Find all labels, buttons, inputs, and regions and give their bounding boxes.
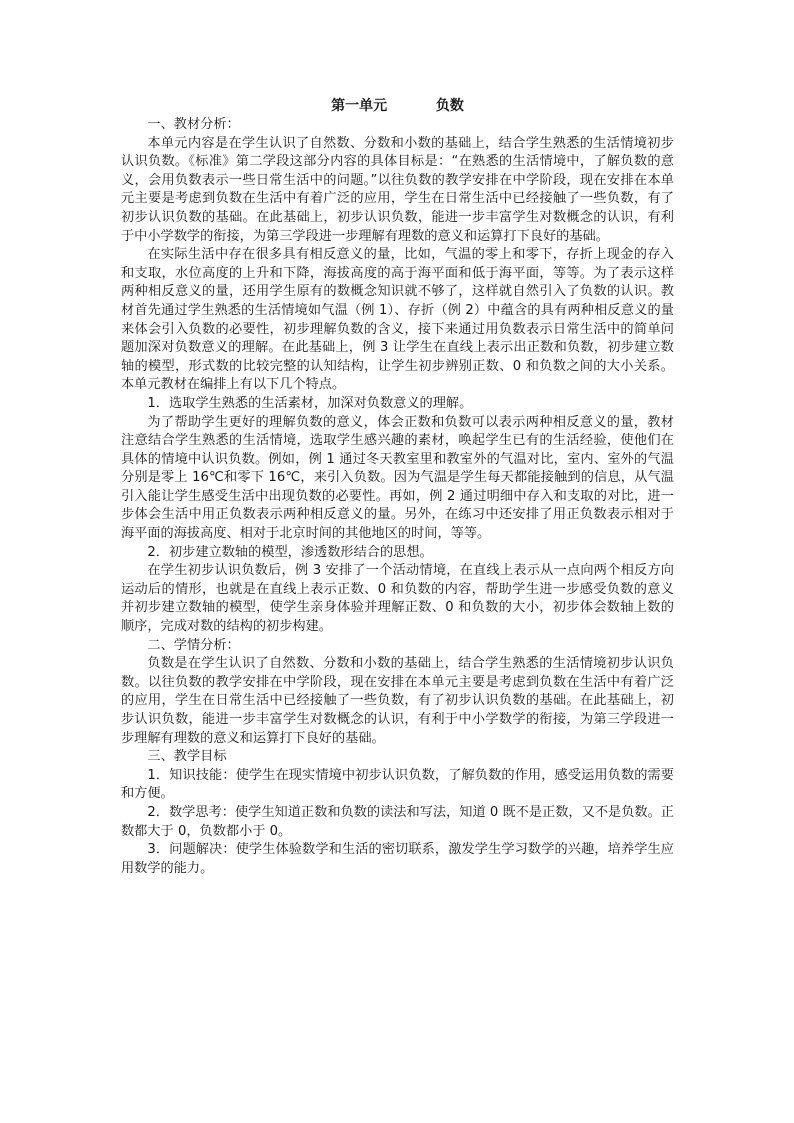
section-heading-learner-analysis: 二、学情分析： bbox=[147, 637, 240, 653]
paragraph: 为了帮助学生更好的理解负数的意义，体会正数和负数可以表示两种相反意义的量，教材注意结合学生熟悉的生活情境，选取学生感兴趣的素材，唤起学生已有的生活经验，使他们在具体的情境中认识负数。例如，例 1 通过冬天教室里和教室外的气温对比，室内、室外的气温分别是零上 16℃和零下 16℃，来引入负数。因为气温是学生每天都能接触到的信息，从气温引入能让学生感受生活中出现负数的必要性。再如，例 2 通过明细中存入和支取的对比，进一步体会生活中用正负数表示两种相反意义的量。另外，在练习中还安排了用正负数表示相对于海平面的海拔高度、相对于北京时间的其他地区的时间，等等。 bbox=[121, 414, 674, 542]
paragraph: 在学生初步认识负数后，例 3 安排了一个活动情境，在直线上表示从一点向两个相反方向运动后的情形，也就是在直线上表示正数、0 和负数的内容，帮助学生进一步感受负数的意义并初步建立数轴的模型，使学生亲身体验并理解正数、0 和负数的大小，初步体会数轴上数的顺序，完成对数的结构的初步构建。 bbox=[121, 563, 674, 635]
document-title: 第一单元 负数 bbox=[331, 98, 464, 114]
subheading-feature-1: 1．选取学生熟悉的生活素材，加深对负数意义的理解。 bbox=[147, 395, 473, 411]
document-page bbox=[121, 96, 674, 878]
paragraph: 在实际生活中存在很多具有相反意义的量，比如，气温的零上和零下，存折上现金的存入和支取，水位高度的上升和下降，海拔高度的高于海平面和低于海平面，等等。为了表示这样两种相反意义的量，还用学生原有的数概念知识就不够了，这样就自然引入了负数的认识。教材首先通过学生熟悉的生活情境如气温（例 1）、存折（例 2）中蕴含的具有两种相反意义的量来体会引入负数的必要性，初步理解负数的含义，接下来通过用负数表示日常生活中的简单问题加深对负数意义的理解。在此基础上，例 3 让学生在直线上表示出正数和负数，初步建立数轴的模型，形式数的比较完整的认知结构，让学生初步辨别正数、0 和负数之间的大小关系。本单元教材在编排上有以下几个特点。 bbox=[121, 247, 674, 393]
paragraph: 负数是在学生认识了自然数、分数和小数的基础上，结合学生熟悉的生活情境初步认识负数。以往负数的教学安排在中学阶段，现在安排在本单元主要是考虑到负数在生活中有着广泛的应用，学生在日常生活中已经接触了一些负数，有了初步认识负数的基础。在此基础上，初步认识负数，能进一步丰富学生对数概念的认识，有利于中小学数学的衔接，为第三学段进一步理解有理数的意义和运算打下良好的基础。 bbox=[121, 656, 674, 746]
goal-item: 2．数学思考：使学生知道正数和负数的读法和写法，知道 0 既不是正数，又不是负数。正数都大于 0，负数都小于 0。 bbox=[121, 804, 674, 839]
paragraph: 本单元内容是在学生认识了自然数、分数和小数的基础上，结合学生熟悉的生活情境初步认识负数。《标准》第二学段这部分内容的具体目标是：“在熟悉的生活情境中，了解负数的意义，会用负数表示一些日常生活中的问题。”以往负数的教学安排在中学阶段，现在安排在本单元主要是考虑到负数在生活中有着广泛的应用，学生在日常生活中已经接触了一些负数，有了初步认识负数的基础。在此基础上，初步认识负数，能进一步丰富学生对数概念的认识，有利于中小学数学的衔接，为第三学段进一步理解有理数的意义和运算打下良好的基础。 bbox=[121, 135, 674, 244]
subheading-feature-2: 2．初步建立数轴的模型，渗透数形结合的思想。 bbox=[147, 544, 433, 560]
goal-item: 3．问题解决：使学生体验数学和生活的密切联系，激发学生学习数学的兴趣，培养学生应用数学的能力。 bbox=[121, 842, 674, 876]
section-heading-teaching-goals: 三、教学目标 bbox=[147, 749, 227, 765]
goal-item: 1．知识技能：使学生在现实情境中初步认识负数，了解负数的作用，感受运用负数的需要和方便。 bbox=[121, 767, 674, 802]
section-heading-textbook-analysis: 一、教材分析： bbox=[147, 117, 240, 132]
